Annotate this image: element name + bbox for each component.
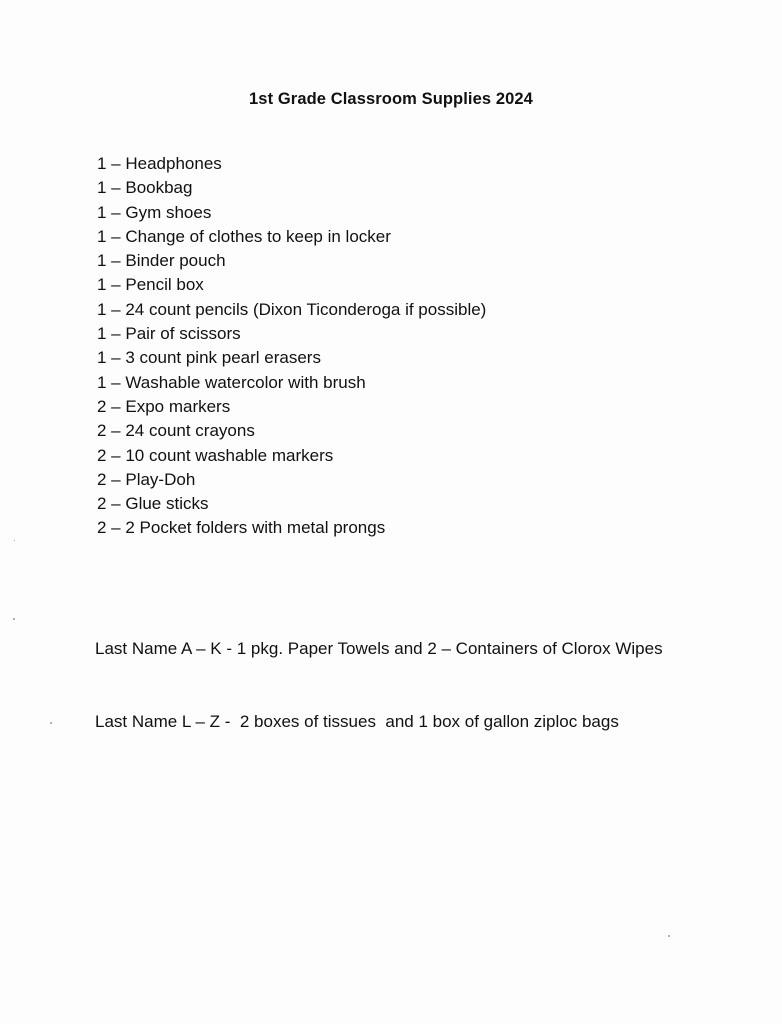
list-item: 2 – 24 count crayons <box>97 421 255 441</box>
list-item: 1 – Pencil box <box>97 275 204 295</box>
list-item: 1 – Gym shoes <box>97 202 212 222</box>
scan-speck <box>13 618 15 620</box>
list-item: 1 – Bookbag <box>97 178 193 198</box>
list-item: 1 – Washable watercolor with brush <box>97 372 366 392</box>
list-item: 1 – Pair of scissors <box>97 324 241 344</box>
scan-speck <box>668 935 670 937</box>
list-item: 1 – 3 count pink pearl erasers <box>97 348 321 368</box>
list-item: 2 – Expo markers <box>97 396 231 416</box>
scan-speck <box>14 540 15 541</box>
list-item: 2 – 10 count washable markers <box>97 445 334 465</box>
page-title: 1st Grade Classroom Supplies 2024 <box>249 90 533 108</box>
list-item: 2 – Glue sticks <box>97 494 209 514</box>
list-item: 1 – Change of clothes to keep in locker <box>97 226 391 246</box>
list-item: 1 – Binder pouch <box>97 251 226 271</box>
list-item: 1 – 24 count pencils (Dixon Ticonderoga if possible) <box>97 299 487 319</box>
scan-speck <box>50 722 52 724</box>
list-item: 2 – 2 Pocket folders with metal prongs <box>97 518 386 538</box>
supply-list <box>97 152 486 541</box>
list-item: 1 – Headphones <box>97 154 222 173</box>
note-last-name-a-k: Last Name A – K - 1 pkg. Paper Towels and 2 – Containers of Clorox Wipes <box>95 639 663 658</box>
list-item: 2 – Play-Doh <box>97 469 196 489</box>
note-last-name-l-z: Last Name L – Z - 2 boxes of tissues and 1 box of gallon ziploc bags <box>95 712 619 731</box>
